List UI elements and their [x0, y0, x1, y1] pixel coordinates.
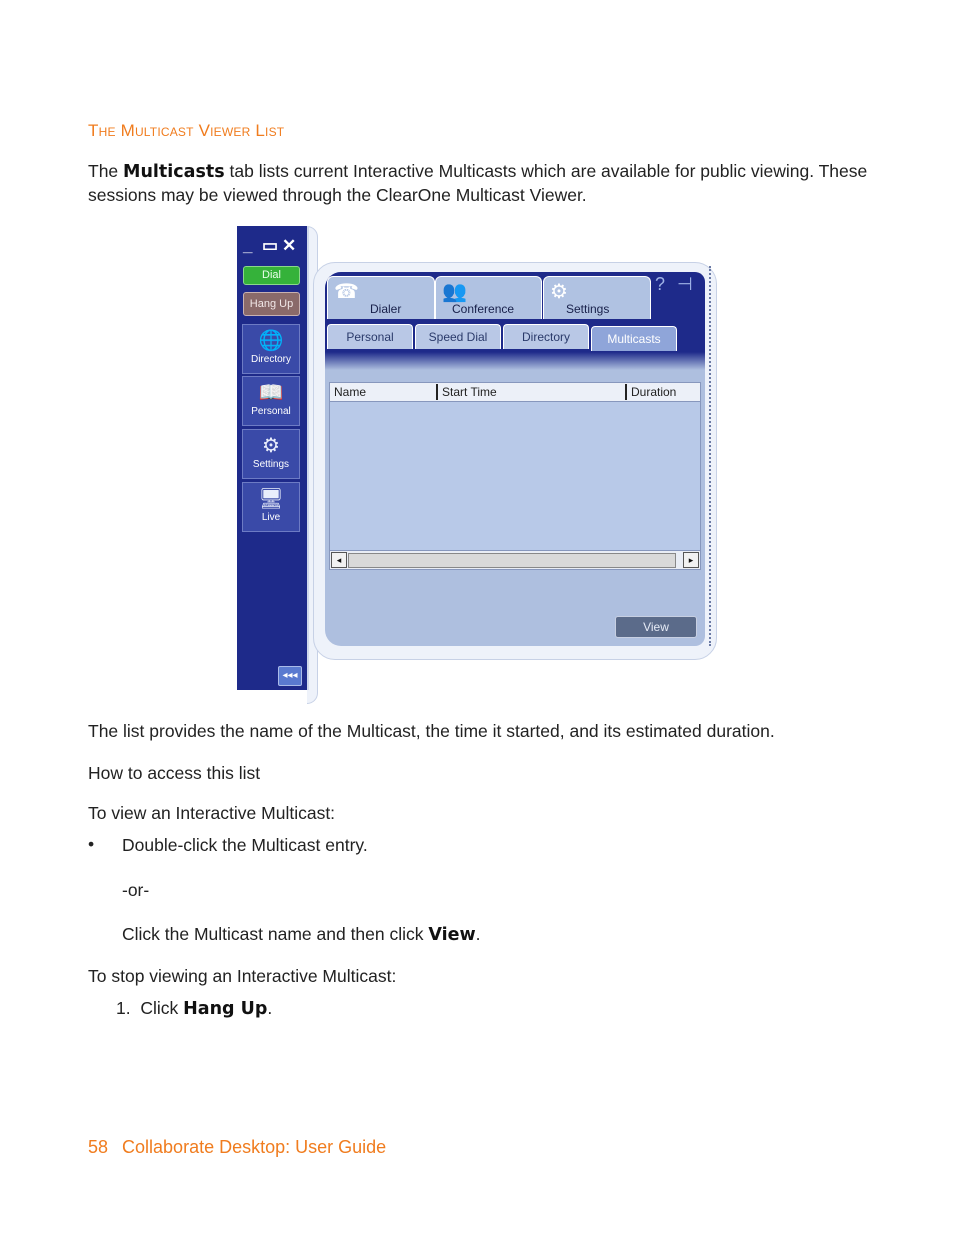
click-view-ui-term: View — [428, 925, 476, 945]
stop-intro: To stop viewing an Interactive Multicast: — [88, 966, 397, 986]
tab-conference[interactable] — [435, 276, 542, 319]
intro-text-post: tab lists current Interactive Multicasts which are available for public viewing. These sessions may be viewed through the ClearOne Multicast Viewer. — [88, 161, 868, 205]
horizontal-scrollbar[interactable] — [330, 550, 700, 569]
column-header-name[interactable]: Name — [334, 385, 367, 399]
subtab-personal[interactable]: Personal — [327, 324, 413, 349]
page-footer — [88, 1137, 386, 1158]
click-view-post: . — [475, 924, 481, 944]
multicast-list[interactable] — [329, 382, 701, 570]
bullet-symbol: • — [88, 834, 95, 854]
intro-paragraph — [88, 160, 888, 207]
sidebar-tile-label: Settings — [252, 459, 290, 470]
help-icon[interactable]: ? — [655, 274, 666, 294]
hang-up-button[interactable]: Hang Up — [243, 292, 300, 316]
sidebar-tile-label: Live — [261, 512, 281, 523]
step-number: 1. — [116, 998, 131, 1018]
gear-icon: ⚙ — [550, 281, 568, 303]
globe-icon: 🌐 — [258, 330, 284, 352]
scroll-left-icon[interactable]: ◂ — [331, 552, 347, 568]
page-number: 58 — [88, 1137, 109, 1157]
sidebar-tile-label: Personal — [251, 406, 291, 417]
sidebar-tile-settings[interactable] — [242, 429, 300, 479]
sidebar-tile-directory[interactable] — [242, 324, 300, 374]
scroll-right-icon[interactable]: ▸ — [683, 552, 699, 568]
tab-label: Conference — [452, 302, 515, 316]
guide-title: Collaborate Desktop: User Guide — [122, 1137, 387, 1157]
bullet-text: Double-click the Multicast entry. — [122, 835, 368, 855]
view-intro: To view an Interactive Multicast: — [88, 803, 336, 823]
or-separator: -or- — [122, 880, 150, 900]
step-text-pre: Click — [140, 998, 184, 1018]
main-panel — [325, 272, 705, 646]
view-button[interactable]: View — [615, 616, 697, 638]
tab-settings[interactable] — [543, 276, 651, 319]
monitor-icon: 🖥 — [258, 488, 284, 510]
step-1 — [116, 997, 916, 1021]
scroll-thumb[interactable] — [348, 553, 676, 568]
tab-dialer[interactable] — [327, 276, 435, 319]
restore-icon[interactable]: ▭ — [262, 236, 279, 255]
column-header-start-time[interactable]: Start Time — [436, 384, 497, 400]
bullet-item — [88, 834, 94, 855]
subtab-directory[interactable]: Directory — [503, 324, 589, 349]
close-icon[interactable]: ✕ — [282, 236, 297, 255]
sidebar-tile-label: Directory — [250, 354, 291, 365]
sidebar-tile-live[interactable] — [242, 482, 300, 532]
click-view-pre: Click the Multicast name and then click — [122, 924, 429, 944]
section-heading: The Multicast Viewer List — [88, 121, 285, 140]
minimize-icon[interactable]: _ — [243, 236, 253, 255]
sidebar — [237, 226, 309, 690]
panel-edge-divider — [709, 266, 712, 646]
list-description: The list provides the name of the Multicast, the time it started, and its estimated duration. — [88, 721, 775, 741]
step-text-post: . — [267, 998, 273, 1018]
collapse-button[interactable]: ◂◂◂ — [278, 666, 302, 686]
list-column-header — [330, 383, 700, 402]
intro-text-pre: The — [88, 161, 124, 181]
tab-strip-gradient — [325, 352, 705, 370]
column-header-duration[interactable]: Duration — [625, 384, 676, 400]
dial-button[interactable]: Dial — [243, 266, 300, 285]
step-ui-term: Hang Up — [183, 999, 268, 1019]
tab-label: Settings — [566, 302, 610, 316]
people-icon: 👥 — [442, 281, 467, 303]
book-icon: 📖 — [258, 382, 284, 404]
sidebar-tile-personal[interactable] — [242, 376, 300, 426]
pin-icon[interactable]: ⊣ — [677, 274, 693, 294]
access-heading: How to access this list — [88, 763, 261, 783]
tab-label: Dialer — [370, 302, 402, 316]
subtab-multicasts[interactable]: Multicasts — [591, 326, 677, 351]
intro-ui-term: Multicasts — [123, 162, 225, 182]
gear-icon: ⚙ — [262, 435, 280, 457]
app-screenshot — [237, 226, 715, 702]
click-view-instruction — [122, 923, 922, 947]
subtab-speed-dial[interactable]: Speed Dial — [415, 324, 501, 349]
phone-icon: ☎ — [334, 281, 359, 303]
